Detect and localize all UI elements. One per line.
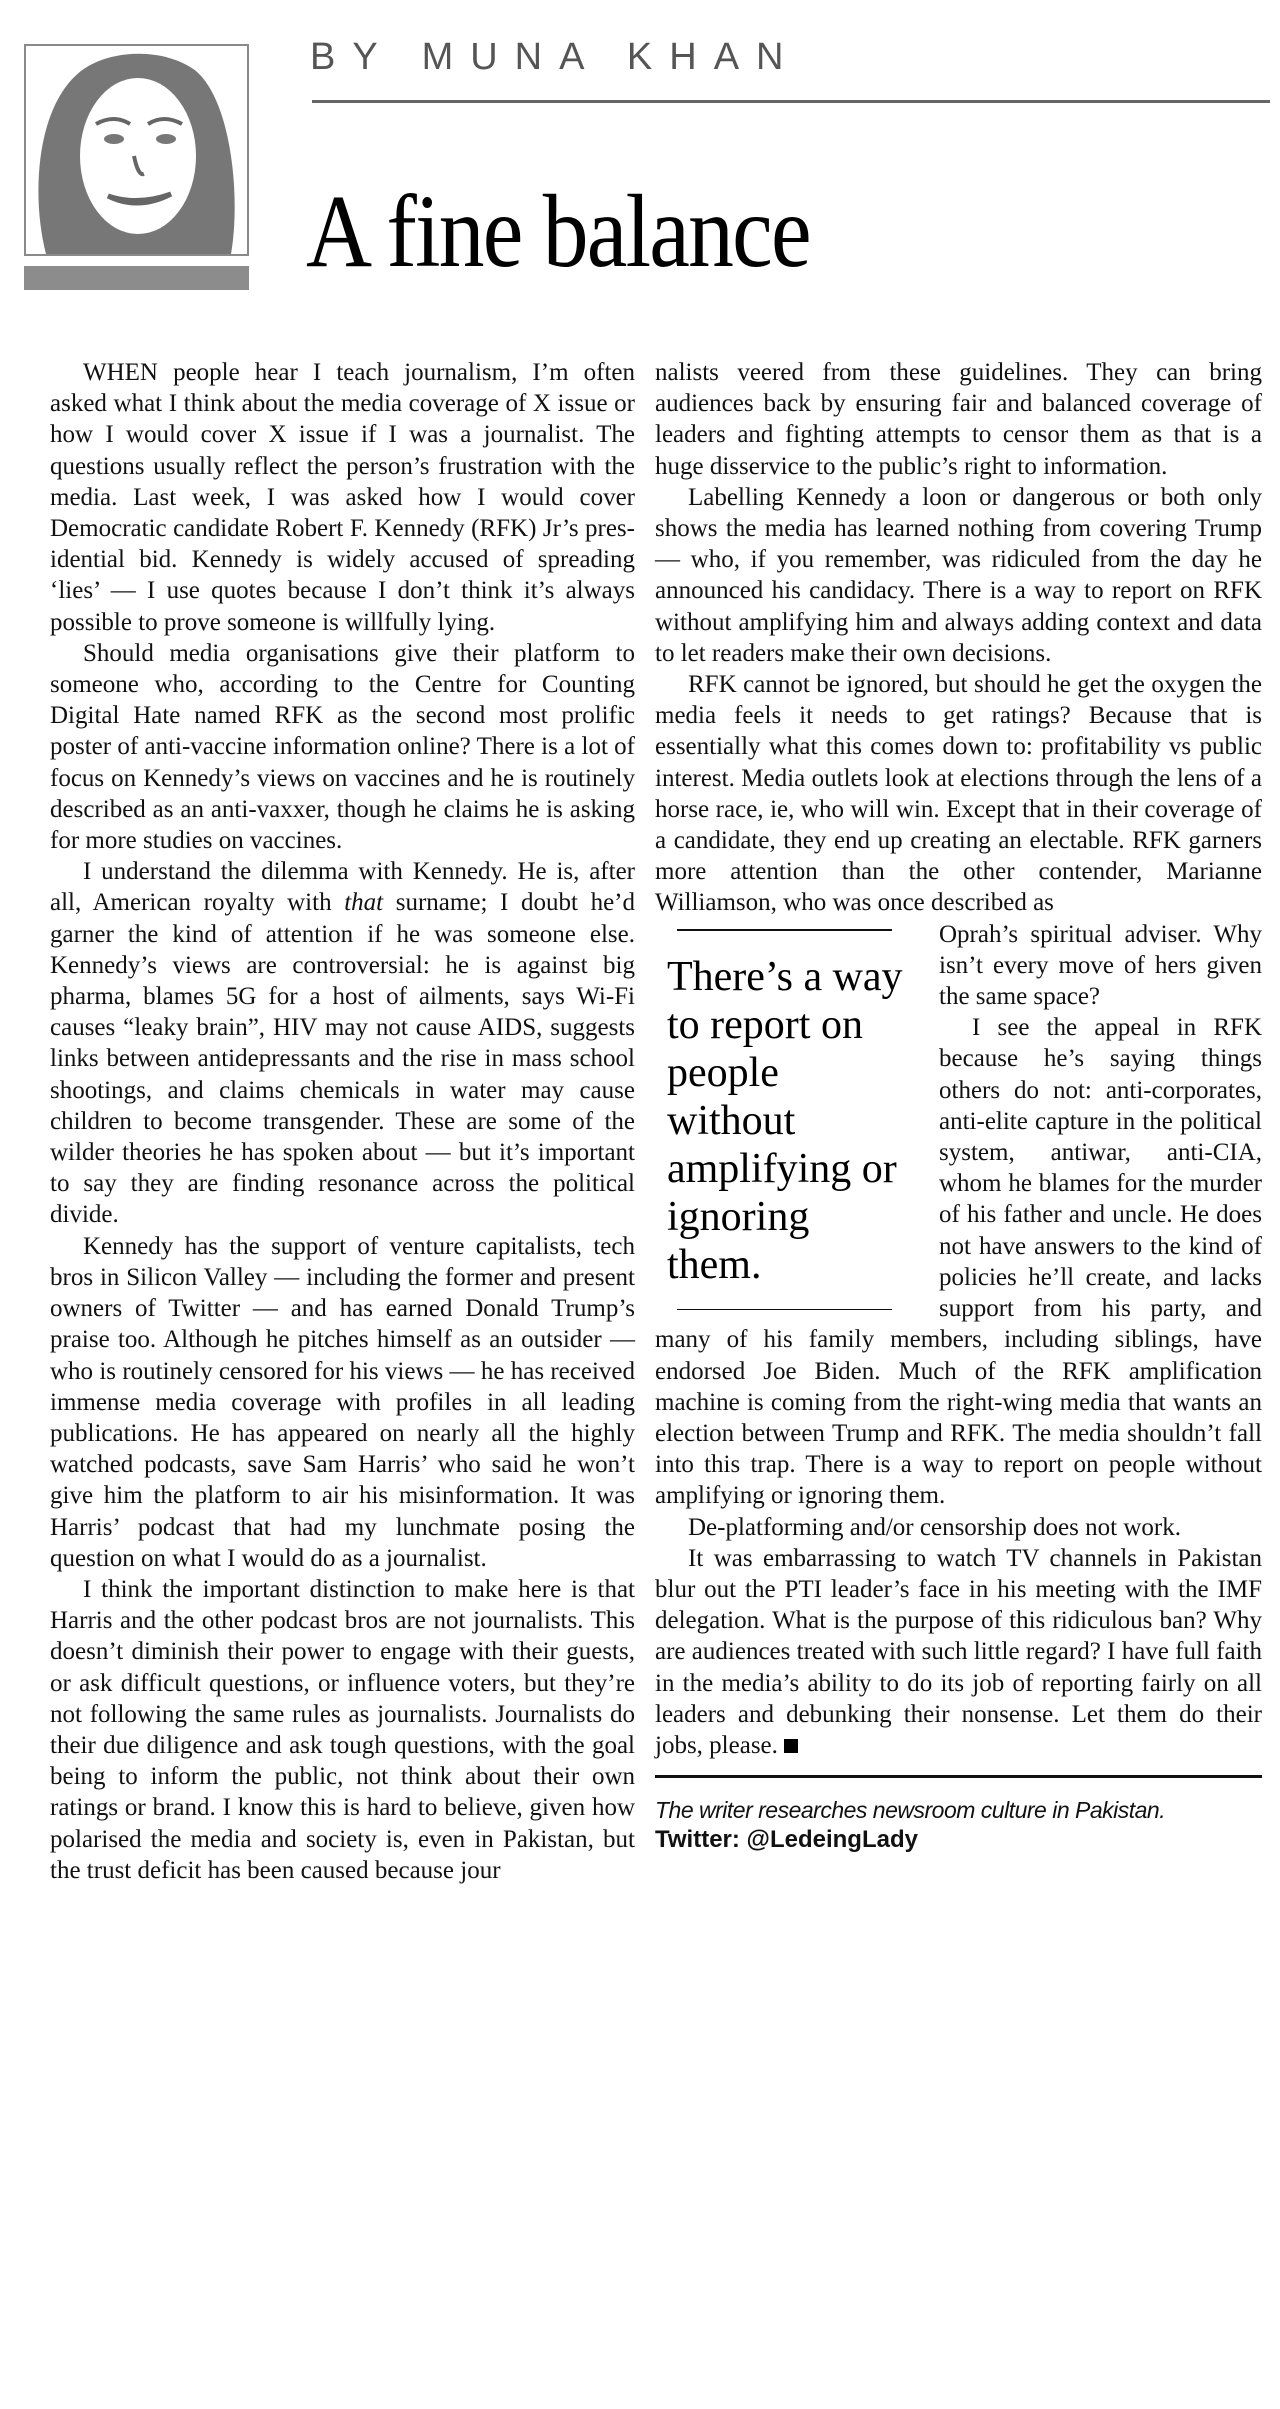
author-twitter-link[interactable]: Twitter: @LedeingLady	[655, 1826, 918, 1854]
author-bio: The writer researches newsroom culture in Pakistan.	[655, 1797, 1166, 1824]
pull-quote-bottom-rule	[677, 1309, 892, 1310]
author-photo	[24, 44, 249, 256]
author-portrait-icon	[26, 46, 247, 254]
byline: BY MUNA KHAN	[310, 36, 801, 78]
article-column-right	[655, 357, 1262, 1856]
paragraph: RFK cannot be ignored, but should he get the oxygen the media feels it needs to get ratings? Because that is essentially what this comes down to: profitability vs public interest. Media outlets look at elections through the lens of a horse race, ie, who will win. Except that in their coverage of a candidate, they end up creating an electable. RFK garners more attention than the other contender, Marianne Williamson, who was once described as	[655, 671, 1262, 917]
footer-divider	[655, 1775, 1262, 1778]
paragraph: Oprah’s spiritual adviser. Why isn’t every move of hers given the same space?	[939, 920, 1262, 1011]
paragraph: Should media organisations give their platform to someone who, according to the Centre for Counting Digital Hate named RFK as the second most prolific poster of anti-vaccine information online? There is a lot of focus on Kennedy’s views on vaccines and he is routinely described as an anti-vaxxer, though he claims he is asking for more studies on vaccines.	[50, 639, 635, 855]
paragraph-text: Kennedy’s views are controversial: he is against big pharma, blames 5G for a host of ailments, says Wi-Fi causes “leaky brain”, HIV may not cause AIDS, suggests links between antidepressants and the rise in mass school shootings, and claims chemicals in water may cause children to become transgender. These are some of the wilder theories he has spoken about — but it’s important to say they are finding resonance across the political divide.	[50, 951, 635, 1229]
pull-quote-top-rule	[677, 929, 892, 931]
end-square-icon	[784, 1739, 798, 1753]
pull-quote	[667, 929, 907, 1310]
photo-accent-bar	[24, 266, 249, 290]
paragraph: De-platforming and/or censorship does not work.	[688, 1513, 1181, 1541]
pull-quote-text: There’s a way to report on people without amplifying or ignoring them.	[667, 953, 903, 1288]
paragraph: Labelling Kennedy a loon or dangerous or both only shows the media has learned nothing from covering Trump — who, if you remember, was ridiculed from the day he announced his candidacy. There is a way to report on RFK without amplifying him and always adding context and data to let readers make their own decisions.	[655, 483, 1262, 667]
paragraph: I see the appeal in RFK because he’s saying things others do not: anti-corporates, anti-elite capture in the political system, antiwar, anti-CIA, whom he blames for the murder of his father and uncle. He does not have answers to the kind of policies he’ll create, and lacks support from his party, and many of his family members, including siblings, have endorsed Joe Biden. Much of the RFK amplification machine is coming from the right-wing media that wants an election between Trump and RFK. The media shouldn’t fall into this trap. There is a way to report on people without amplifying or ignoring them.	[655, 1014, 1262, 1510]
paragraph	[50, 856, 635, 1230]
paragraph: nalists veered from these guidelines. They can bring audiences back by ensuring fair and balanced coverage of leaders and fighting attempts to censor them as that is a huge disservice to the public’s right to information.	[655, 359, 1262, 480]
paragraph	[655, 1543, 1262, 1761]
paragraph: I think the important distinction to make here is that Harris and the other podcast bros are not journalists. This doesn’t diminish their power to engage with their guests, or ask difficult questions, or influence voters, but they’re not following the same rules as journalists. Journalists do their due diligence and ask tough questions, with the goal being to inform the public, not think about their own ratings or brand. I know this is hard to believe, given how polarised the media and society is, even in Pakistan, but the trust deficit has been caused because jour	[50, 1575, 635, 1884]
paragraph-text: I understand the dilemma with Kennedy. He is, after all, American royalty with	[50, 858, 635, 917]
paragraph-text: surname; I doubt he’d garner the kind of attention if he was someone else.	[50, 889, 635, 948]
paragraph: Kennedy has the support of venture capitalists, tech bros in Silicon Valley — including the former and present owners of Twitter — and has earned Donald Trump’s praise too. Although he pitches himself as an outsider — who is routinely censored for his views — he has received immense media coverage with profiles in all leading publications. He has appeared on nearly all the highly watched podcasts, save Sam Harris’ who said he won’t give him the platform to air his misinformation. It was Harris’ podcast that had my lunchmate posing the question on what I would do as a journalist.	[50, 1232, 635, 1572]
headline: A fine balance	[306, 174, 810, 289]
article-column-left	[50, 357, 635, 1886]
paragraph-text: It was embarrassing to watch TV channels in Pakistan blur out the PTI leader’s face in his meeting with the IMF delegation. What is the purpose of this ridiculous ban? Why are audiences treated with such little regard? I have full faith in the media’s ability to do its job of reporting fairly on all leaders and debunking their nonsense. Let them do their jobs, please.	[655, 1544, 1262, 1759]
byline-divider	[312, 100, 1270, 103]
emphasis-text: that	[344, 889, 384, 917]
paragraph: WHEN people hear I teach journalism, I’m often asked what I think about the media coverage of X issue or how I would cover X issue if I was a journalist. The questions usually reflect the person’s frustration with the media. Last week, I was asked how I would cover Democratic candidate Robert F. Kennedy (RFK) Jr’s presidential bid. Kennedy is widely accused of spreading ‘lies’ — I use quotes because I don’t think it’s always possible to prove someone is willfully lying.	[50, 359, 635, 636]
